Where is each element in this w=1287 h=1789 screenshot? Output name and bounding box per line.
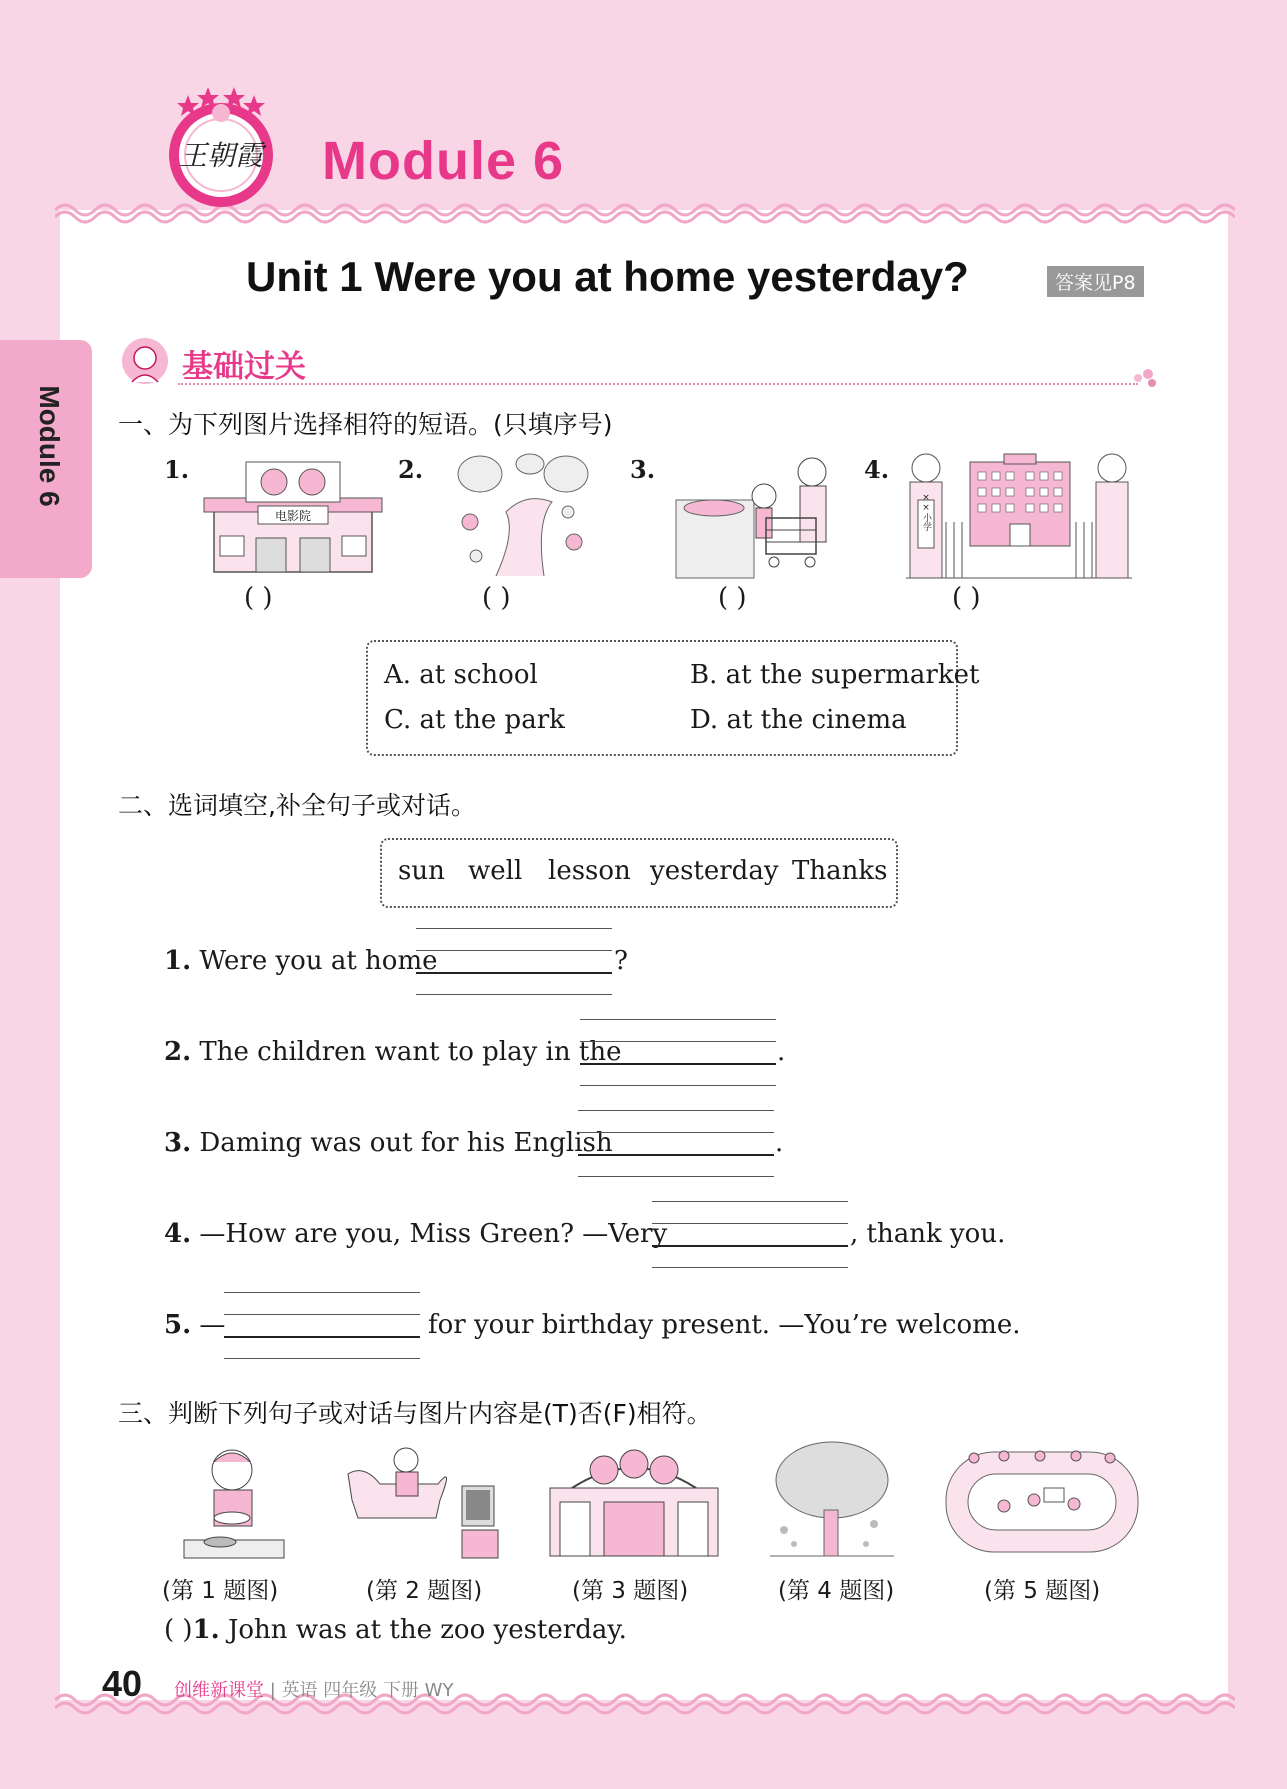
statement-text: John was at the zoo yesterday. (227, 1615, 627, 1645)
side-tab-label: Module 6 (34, 385, 65, 507)
statement-number: 1. (192, 1615, 220, 1645)
logo-text: 王朝霞 (178, 139, 264, 172)
module-title: Module 6 (322, 131, 565, 191)
guide-line (416, 994, 612, 995)
part2-instruction: 二、选词填空,补全句子或对话。 (118, 791, 476, 820)
guide-line (578, 1176, 774, 1177)
part1-answer-3[interactable]: ( ) (718, 583, 747, 613)
answer-reference-tag: 答案见P8 (1047, 266, 1144, 297)
teacher-avatar-icon (118, 336, 172, 386)
part1-answer-2[interactable]: ( ) (482, 583, 511, 613)
section-divider (178, 383, 1138, 385)
part1-instruction: 一、为下列图片选择相符的短语。(只填序号) (118, 410, 613, 439)
guide-line (224, 1314, 420, 1315)
tf-answer-paren[interactable]: ( ) (164, 1615, 193, 1645)
guide-line (652, 1201, 848, 1202)
question-number: 4. (164, 1219, 192, 1249)
word-bank-item: sun (398, 856, 445, 886)
answer-blank-2[interactable] (580, 1063, 776, 1065)
footer-details: 英语 四年级 下册 WY (281, 1680, 454, 1701)
part3-instruction: 三、判断下列句子或对话与图片内容是(T)否(F)相符。 (118, 1399, 712, 1428)
answer-blank-3[interactable] (578, 1154, 774, 1156)
boy-on-sofa-picture (344, 1444, 510, 1560)
question-text: — (199, 1310, 226, 1340)
part1-item-3-number: 3. (630, 455, 656, 484)
guide-line (416, 928, 612, 929)
footer-book-title: 创维新课堂 (174, 1680, 264, 1701)
school-gate-picture (906, 452, 1132, 580)
part2-question-2 (164, 1037, 621, 1067)
guide-line (416, 950, 612, 951)
guide-line (224, 1292, 420, 1293)
question-end-punct: . (777, 1037, 786, 1067)
unit-title: Unit 1 Were you at home yesterday? (246, 253, 969, 300)
footer-book-info (174, 1676, 453, 1702)
guide-line (652, 1223, 848, 1224)
guide-line (578, 1110, 774, 1111)
question-number: 2. (164, 1037, 192, 1067)
guide-line (578, 1132, 774, 1133)
question-end-punct: ? (614, 946, 628, 976)
part2-question-3 (164, 1128, 613, 1158)
part1-answer-4[interactable]: ( ) (952, 583, 981, 613)
side-tab (0, 340, 92, 578)
question-text: The children want to play in the (199, 1037, 622, 1067)
question-continuation: for your birthday present. —You’re welcome. (428, 1310, 1021, 1340)
part1-answer-1[interactable]: ( ) (244, 583, 273, 613)
part2-question-5 (164, 1310, 225, 1340)
word-bank-item: Thanks (792, 856, 888, 886)
sports-field-picture (944, 1444, 1140, 1556)
footer-separator: | (264, 1680, 282, 1701)
part1-item-1-number: 1. (164, 455, 190, 484)
part2-question-4 (164, 1219, 667, 1249)
page-number: 40 (102, 1663, 143, 1704)
decorative-dots-icon (1132, 367, 1160, 389)
part1-item-2-number: 2. (398, 455, 424, 484)
question-number: 1. (164, 946, 192, 976)
question-number: 5. (164, 1310, 192, 1340)
guide-line (224, 1358, 420, 1359)
cinema-picture (196, 458, 390, 574)
part1-item-4-number: 4. (864, 455, 890, 484)
guide-line (652, 1267, 848, 1268)
question-number: 3. (164, 1128, 192, 1158)
picture-caption-1: (第 1 题图) (162, 1578, 279, 1604)
word-bank-item: well (468, 856, 523, 886)
question-end-punct: . (775, 1128, 784, 1158)
part3-statement-1 (164, 1615, 627, 1645)
park-picture (456, 452, 590, 578)
tree-in-wind-picture (770, 1440, 894, 1560)
brand-logo-seal (158, 85, 284, 211)
section-title: 基础过关 (182, 349, 306, 385)
option-b: B. at the supermarket (690, 660, 980, 690)
zoo-gate-picture (548, 1448, 720, 1558)
guide-line (580, 1019, 776, 1020)
picture-caption-2: (第 2 题图) (366, 1578, 483, 1604)
option-d: D. at the cinema (690, 705, 907, 735)
school-sign-text: ××小学 (921, 493, 931, 531)
answer-blank-4[interactable] (652, 1245, 848, 1247)
answer-blank-5[interactable] (224, 1336, 420, 1338)
part2-question-1 (164, 946, 438, 976)
boy-eating-picture (180, 1444, 290, 1560)
answer-blank-1[interactable] (416, 972, 612, 974)
word-bank-item: yesterday (650, 856, 779, 886)
option-a: A. at school (384, 660, 538, 690)
picture-caption-3: (第 3 题图) (572, 1578, 689, 1604)
cinema-sign-text: 电影院 (274, 509, 312, 523)
guide-line (580, 1041, 776, 1042)
option-c: C. at the park (384, 705, 565, 735)
word-bank-item: lesson (548, 856, 631, 886)
question-text: Daming was out for his English (199, 1128, 613, 1158)
picture-caption-5: (第 5 题图) (984, 1578, 1101, 1604)
question-continuation: , thank you. (850, 1219, 1006, 1249)
supermarket-picture (674, 450, 838, 580)
guide-line (580, 1085, 776, 1086)
question-text: —How are you, Miss Green? —Very (199, 1219, 668, 1249)
picture-caption-4: (第 4 题图) (778, 1578, 895, 1604)
question-text: Were you at home (199, 946, 438, 976)
options-box (366, 640, 958, 756)
